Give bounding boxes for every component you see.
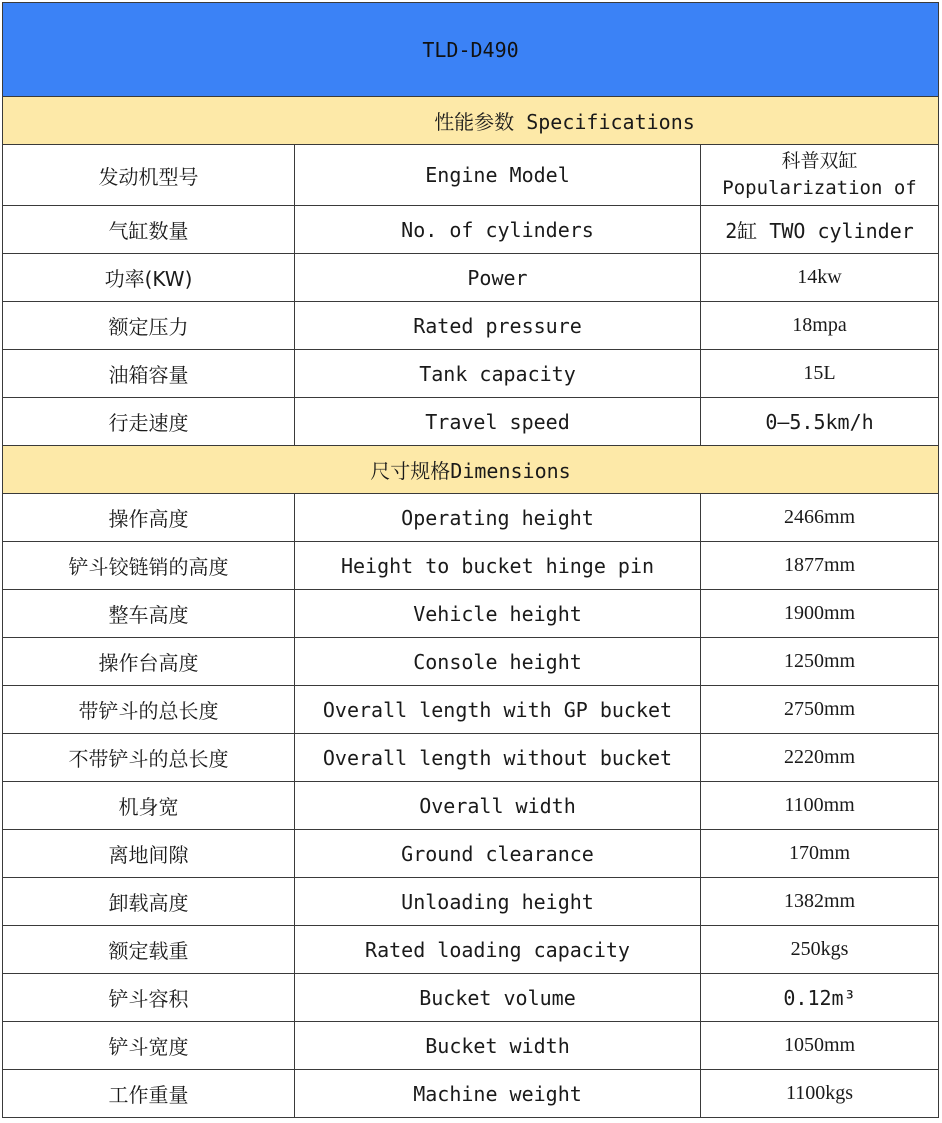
label-en: Power xyxy=(295,254,701,302)
table-row xyxy=(3,782,939,830)
value-cell: 1900mm xyxy=(701,590,939,638)
label-cn: 发动机型号 xyxy=(3,145,295,206)
value-cell: 1050mm xyxy=(701,1022,939,1070)
label-cn: 行走速度 xyxy=(3,398,295,446)
value-cell: 2466mm xyxy=(701,494,939,542)
value-cell: 1100kgs xyxy=(701,1070,939,1118)
table-row xyxy=(3,638,939,686)
label-cn: 功率(KW) xyxy=(3,254,295,302)
value-cell: 2缸 TWO cylinder xyxy=(701,206,939,254)
label-en: Console height xyxy=(295,638,701,686)
label-en: Engine Model xyxy=(295,145,701,206)
table-row xyxy=(3,1070,939,1118)
label-cn: 带铲斗的总长度 xyxy=(3,686,295,734)
section-title: 性能参数 Specifications xyxy=(434,110,695,134)
value-cell xyxy=(701,145,939,206)
label-en: Bucket volume xyxy=(295,974,701,1022)
value-cell: 250kgs xyxy=(701,926,939,974)
value-cell: 14kw xyxy=(701,254,939,302)
table-row xyxy=(3,926,939,974)
table-row xyxy=(3,398,939,446)
value-cell: 170mm xyxy=(701,830,939,878)
label-cn: 额定载重 xyxy=(3,926,295,974)
label-en: Height to bucket hinge pin xyxy=(295,542,701,590)
label-en: Rated pressure xyxy=(295,302,701,350)
table-row xyxy=(3,145,939,206)
value-cell: 15L xyxy=(701,350,939,398)
value-line-1: 科普双缸 xyxy=(781,150,858,172)
section-header-specifications xyxy=(3,97,939,145)
label-cn: 卸载高度 xyxy=(3,878,295,926)
table-row xyxy=(3,350,939,398)
label-en: Unloading height xyxy=(295,878,701,926)
section-title: 尺寸规格Dimensions xyxy=(3,446,939,494)
label-en: Bucket width xyxy=(295,1022,701,1070)
label-en: Operating height xyxy=(295,494,701,542)
label-en: Overall length with GP bucket xyxy=(295,686,701,734)
label-cn: 铲斗容积 xyxy=(3,974,295,1022)
label-cn: 铲斗铰链销的高度 xyxy=(3,542,295,590)
label-cn: 额定压力 xyxy=(3,302,295,350)
table-row xyxy=(3,590,939,638)
label-en: Vehicle height xyxy=(295,590,701,638)
value-cell: 1382mm xyxy=(701,878,939,926)
value-cell: 1877mm xyxy=(701,542,939,590)
label-cn: 气缸数量 xyxy=(3,206,295,254)
label-en: Rated loading capacity xyxy=(295,926,701,974)
label-en: Overall length without bucket xyxy=(295,734,701,782)
label-cn: 操作台高度 xyxy=(3,638,295,686)
label-en: Overall width xyxy=(295,782,701,830)
label-cn: 机身宽 xyxy=(3,782,295,830)
label-cn: 操作高度 xyxy=(3,494,295,542)
value-line-2: Popularization of xyxy=(722,177,917,199)
table-row xyxy=(3,206,939,254)
label-cn: 整车高度 xyxy=(3,590,295,638)
table-row xyxy=(3,542,939,590)
title-row xyxy=(3,3,939,97)
table-row xyxy=(3,974,939,1022)
section-header-dimensions xyxy=(3,446,939,494)
label-cn: 铲斗宽度 xyxy=(3,1022,295,1070)
spec-table xyxy=(2,2,939,1118)
table-row xyxy=(3,1022,939,1070)
table-row xyxy=(3,734,939,782)
value-cell: 0—5.5km/h xyxy=(701,398,939,446)
value-cell: 2220mm xyxy=(701,734,939,782)
value-cell: 18mpa xyxy=(701,302,939,350)
label-cn: 离地间隙 xyxy=(3,830,295,878)
label-en: Ground clearance xyxy=(295,830,701,878)
table-row xyxy=(3,830,939,878)
value-cell: 2750mm xyxy=(701,686,939,734)
table-row xyxy=(3,254,939,302)
value-cell: 0.12m³ xyxy=(701,974,939,1022)
table-row xyxy=(3,302,939,350)
spec-sheet xyxy=(2,2,938,1118)
value-cell: 1100mm xyxy=(701,782,939,830)
label-en: Tank capacity xyxy=(295,350,701,398)
label-cn: 工作重量 xyxy=(3,1070,295,1118)
label-cn: 不带铲斗的总长度 xyxy=(3,734,295,782)
label-cn: 油箱容量 xyxy=(3,350,295,398)
label-en: Machine weight xyxy=(295,1070,701,1118)
table-row xyxy=(3,878,939,926)
model-title: TLD-D490 xyxy=(3,3,939,97)
label-en: No. of cylinders xyxy=(295,206,701,254)
table-row xyxy=(3,686,939,734)
label-en: Travel speed xyxy=(295,398,701,446)
value-cell: 1250mm xyxy=(701,638,939,686)
table-row xyxy=(3,494,939,542)
